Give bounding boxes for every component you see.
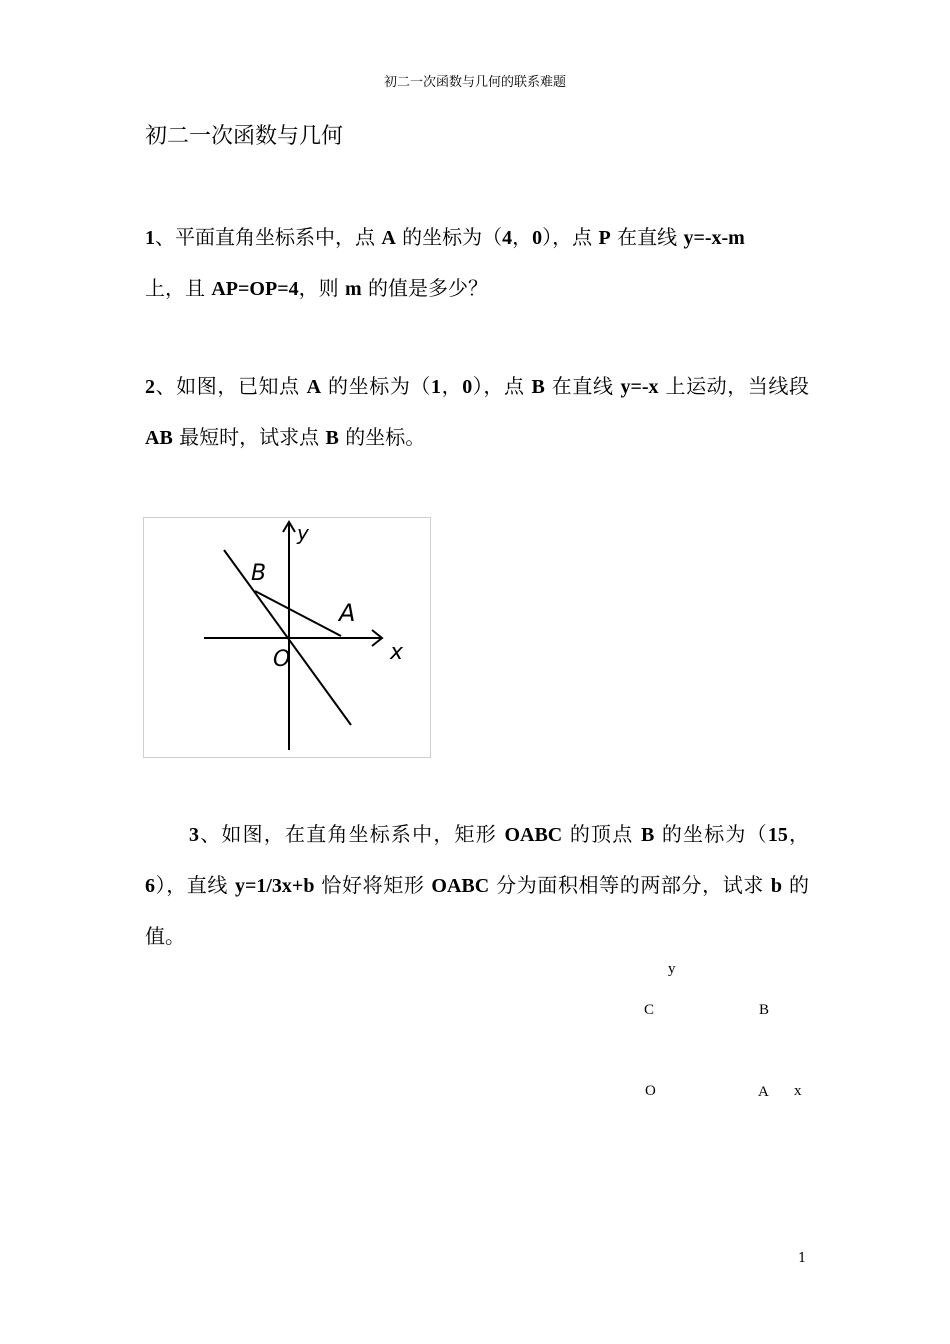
- p1-t16: 的值是多少？: [361, 276, 488, 300]
- label-o: O: [273, 647, 291, 672]
- p2-t14: 最短时，试求点: [172, 425, 326, 449]
- segment-ab: [255, 591, 341, 636]
- page-header: 初二一次函数与几何的联系难题: [383, 75, 566, 90]
- p2-t4: 的坐标为（: [321, 374, 431, 398]
- p3-t12: 恰好将矩形: [314, 873, 432, 897]
- fig3-label-a: A: [758, 1084, 769, 1100]
- p1-t14: ，则: [298, 276, 345, 300]
- p3-t4: 的顶点: [562, 822, 641, 846]
- p1-t13: AP=OP=4: [211, 278, 299, 300]
- p1-t3: A: [381, 227, 396, 249]
- p3-t10: ），直线: [155, 873, 235, 897]
- problem-1: [145, 212, 809, 314]
- p2-t5: 1: [431, 376, 441, 398]
- p3-t13: OABC: [431, 875, 490, 897]
- p3-t14: 分为面积相等的两部分，试求: [489, 873, 771, 897]
- label-b: B: [251, 561, 267, 586]
- p2-t10: 在直线: [544, 374, 621, 398]
- p2-t8: ），点: [472, 374, 532, 398]
- p1-t2: 、平面直角坐标系中，点: [155, 225, 382, 249]
- p1-t6: ，: [512, 225, 533, 249]
- p3-t1: 3: [189, 824, 199, 846]
- p1-t12: 上，且: [145, 276, 212, 300]
- p2-t7: 0: [462, 376, 473, 398]
- p2-t16: 的坐标。: [338, 425, 426, 449]
- label-y: y: [297, 521, 309, 545]
- p2-t15: B: [325, 427, 339, 449]
- figure-2-diagram: [144, 518, 432, 759]
- page-number: 1: [798, 1251, 807, 1266]
- p3-t15: b: [770, 875, 783, 897]
- p2-t1: 2: [145, 376, 155, 398]
- p3-t9: 6: [145, 875, 155, 897]
- p1-t10: 在直线: [610, 225, 684, 249]
- fig3-label-x: x: [794, 1083, 802, 1099]
- p3-t5: B: [640, 824, 655, 846]
- p1-t11: y=-x-m: [683, 227, 745, 249]
- p2-t6: ，: [441, 374, 463, 398]
- p2-t2: 、如图，已知点: [155, 374, 307, 398]
- p1-t5: 4: [502, 227, 513, 249]
- p3-t8: ，: [787, 822, 810, 846]
- p3-t2: 、如图，在直角坐标系中，矩形: [199, 822, 505, 846]
- p2-t3: A: [306, 376, 322, 398]
- problem-3: [145, 809, 809, 961]
- p1-t8: ），点: [542, 225, 599, 249]
- fig3-label-c: C: [644, 1002, 655, 1018]
- problem-2: [145, 361, 809, 463]
- label-x: x: [390, 640, 404, 665]
- p2-t11: y=-x: [620, 376, 659, 398]
- p1-t9: P: [598, 227, 611, 249]
- p3-t3: OABC: [504, 824, 563, 846]
- p3-t6: 的坐标为（: [654, 822, 768, 846]
- fig3-label-y: y: [668, 961, 676, 977]
- p3-t11: y=1/3x+b: [234, 875, 315, 897]
- p2-t9: B: [531, 376, 545, 398]
- document-title: 初二一次函数与几何: [145, 124, 344, 149]
- p1-t7: 0: [532, 227, 543, 249]
- label-a: A: [339, 599, 356, 627]
- p1-t4: 的坐标为（: [395, 225, 503, 249]
- p2-t13: AB: [145, 427, 173, 449]
- p3-t16: 的值。: [145, 873, 810, 948]
- fig3-label-o: O: [645, 1083, 656, 1099]
- p1-t1: 1: [145, 227, 155, 249]
- fig3-label-b: B: [759, 1002, 770, 1018]
- p1-t15: m: [344, 278, 362, 300]
- figure-2: [143, 517, 431, 758]
- p3-t7: 15: [767, 824, 788, 846]
- p2-t12: 上运动，当线段: [658, 374, 810, 398]
